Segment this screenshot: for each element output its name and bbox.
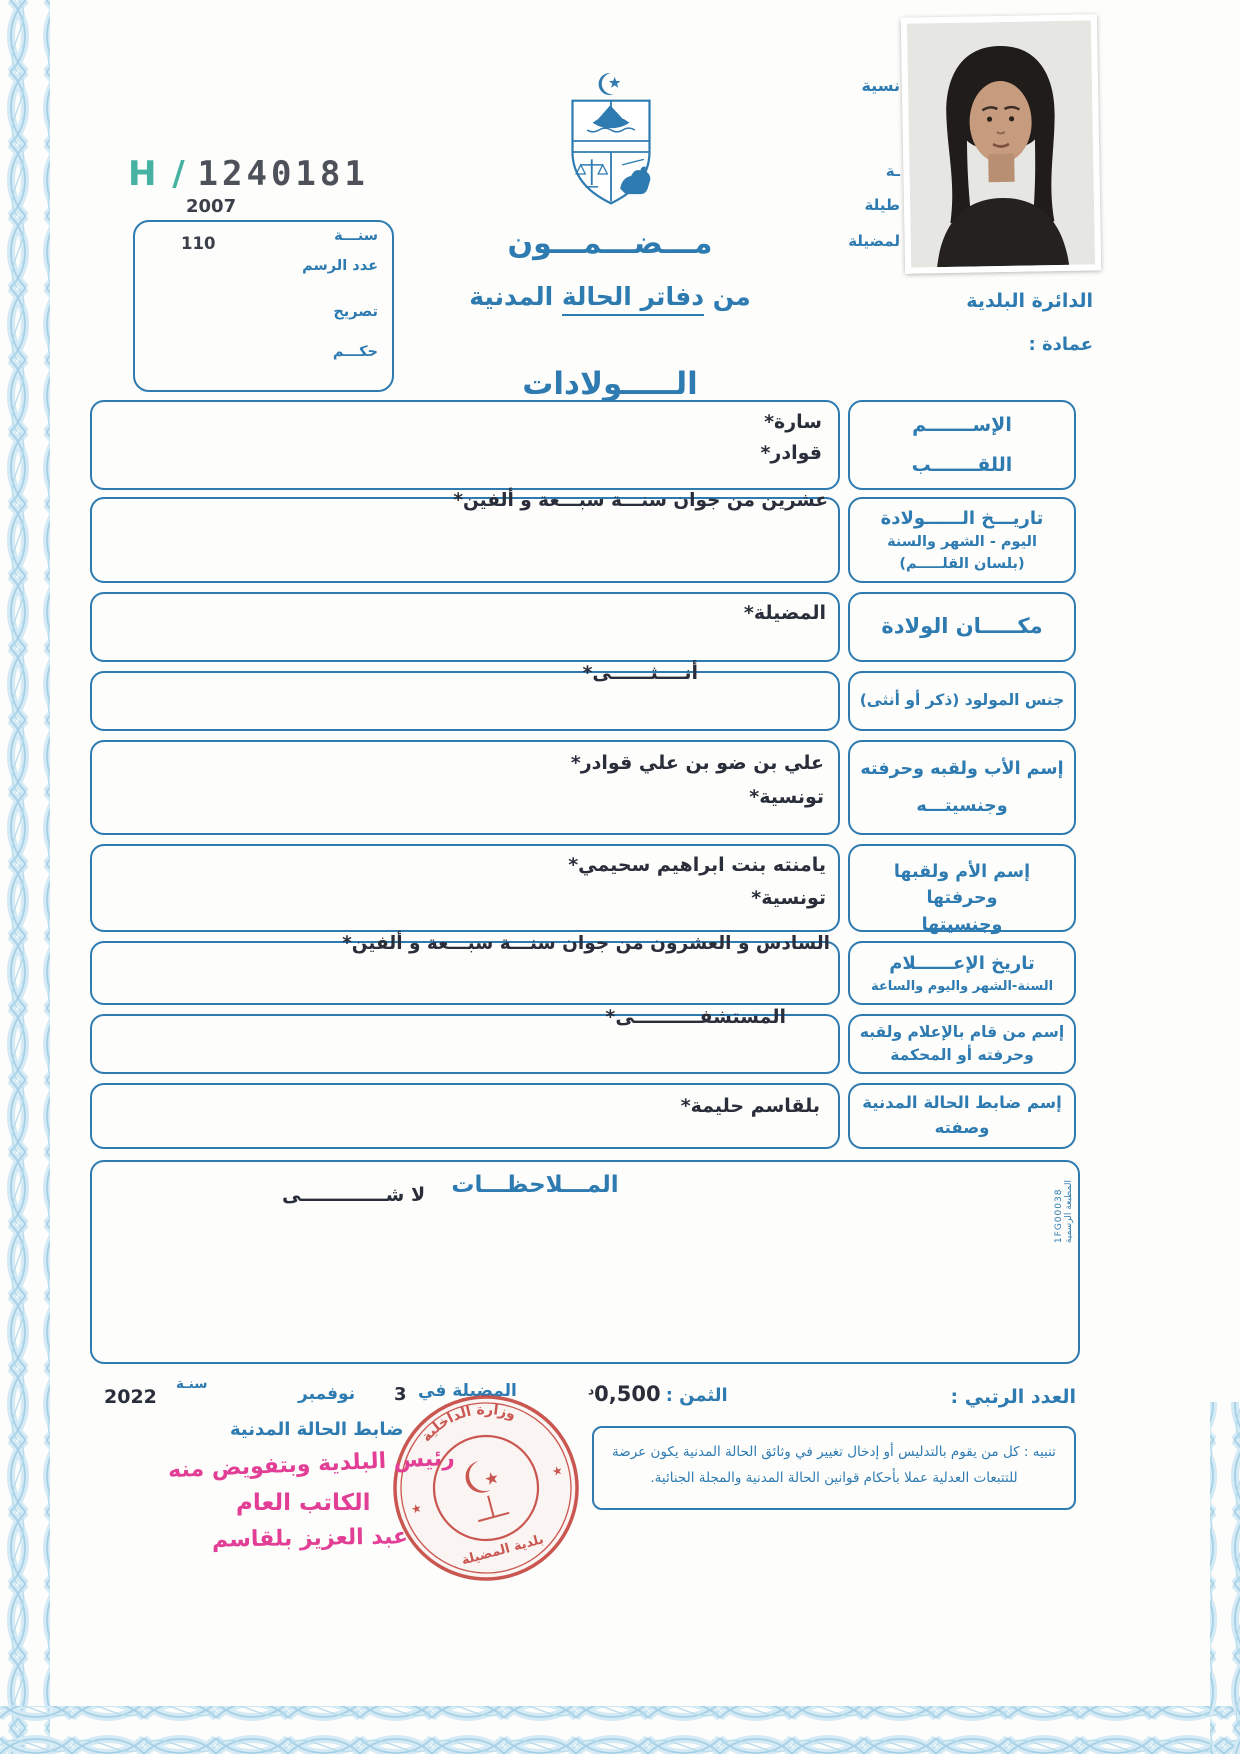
place-date-label: المضيلة في xyxy=(418,1381,517,1401)
father-value-box xyxy=(90,740,840,835)
birth-date-label-box xyxy=(848,497,1076,583)
declaration-date-label: تاريخ الإعــــــلام xyxy=(889,952,1035,974)
sex-value: أنــــثــــــى* xyxy=(582,662,698,684)
birth-date-label: تاريـــخ الــــــولادة xyxy=(880,507,1044,529)
registrar-value: بلقاسم حليمة* xyxy=(680,1095,820,1117)
birth-place-value-box xyxy=(90,592,840,662)
name-value-box xyxy=(90,400,840,490)
omada-label: عمادة : xyxy=(1028,334,1093,355)
covered-text-fragment: نسية xyxy=(861,76,900,95)
fraud-warning-line2: للتتبعات العدلية عملا بأحكام قوانين الحالة المدنية والمجلة الجنائية. xyxy=(650,1469,1018,1486)
fraud-warning-line1: تنبيه : كل من يقوم بالتدليس أو إدخال تغيير في وثائق الحالة المدنية يكون عرضة xyxy=(612,1444,1056,1460)
printing-house-imprint xyxy=(1054,1176,1074,1247)
father-name-value: علي بن ضو بن علي قوادر* xyxy=(570,752,824,774)
birth-place-value: المضيلة* xyxy=(743,602,826,624)
mother-value-box xyxy=(90,844,840,932)
registry-judgment-label: حكـــم xyxy=(332,344,378,360)
signature-line-title: الكاتب العام xyxy=(236,1490,371,1516)
covered-text-fragment: لمضيلة xyxy=(848,232,900,250)
title-registers-pre: من xyxy=(704,282,751,311)
price-currency: د xyxy=(588,1383,595,1398)
title-madhmoun: مـــضـــمـــون xyxy=(507,226,713,261)
year-value: 2022 xyxy=(104,1386,157,1408)
mother-nationality-value: تونسية* xyxy=(751,887,826,910)
coat-of-arms-icon xyxy=(556,66,666,216)
title-births: الـــــولادات xyxy=(522,366,698,402)
registry-record-value: 110 xyxy=(181,234,216,253)
father-label-box xyxy=(848,740,1076,835)
father-nationality-value: تونسية* xyxy=(749,786,824,809)
signature-line-delegation: رئيس البلدية وبتفويض منه xyxy=(167,1445,456,1484)
birth-date-value-box xyxy=(90,490,840,583)
surname-label: اللقـــــــب xyxy=(911,453,1013,476)
printing-house-code: 1FG00038 xyxy=(1054,1188,1064,1244)
serial-digits: 1240181 xyxy=(197,154,369,194)
informant-sublabel: وحرفته أو المحكمة xyxy=(890,1046,1034,1064)
fraud-warning-box xyxy=(592,1426,1076,1510)
registrar-sublabel: وصفته xyxy=(934,1118,990,1137)
notes-title: المـــلاحظـــات xyxy=(451,1172,619,1198)
notes-value: لا شـــــــــــــى xyxy=(282,1184,426,1206)
title-registers-underlined: دفاتر الحالة xyxy=(562,282,704,316)
stamp-bottom-text: بلدية المضيلة xyxy=(460,1532,546,1569)
birth-date-value: عشرين من جوان سنـــة سبـــعة و ألفين* xyxy=(453,490,828,511)
registrar-label-box xyxy=(848,1083,1076,1149)
informant-label: إسم من قام بالإعلام ولقبه xyxy=(859,1022,1065,1041)
declaration-date-value: السادس و العشرون من جوان سنـــة سبـــعة و ألفين* xyxy=(342,933,830,954)
officer-signature-label: ضابط الحالة المدنية xyxy=(230,1419,404,1440)
covered-text-fragment: طيلة xyxy=(864,196,900,214)
ordinal-number-label: العدد الرتبي : xyxy=(950,1386,1076,1408)
date-day-value: 3 xyxy=(394,1384,407,1405)
serial-number xyxy=(128,154,369,194)
informant-value: المستشفــــــــــى* xyxy=(605,1006,786,1028)
price xyxy=(588,1382,728,1406)
name-label: الإســـــــم xyxy=(912,414,1012,436)
birth-place-label: مكـــــان الولادة xyxy=(881,614,1043,639)
official-stamp xyxy=(386,1388,586,1588)
signature-line-name: عبد العزيز بلقاسم xyxy=(211,1524,409,1553)
registry-record-label: عدد الرسم xyxy=(302,258,378,274)
serial-prefix: H / xyxy=(128,154,187,194)
stamp-star-right: ★ xyxy=(550,1462,565,1480)
birth-date-sublabel: اليوم - الشهر والسنة xyxy=(887,533,1037,550)
birth-date-sublabel2: (بلسان القلـــــم) xyxy=(899,555,1025,572)
birth-place-label-box xyxy=(848,592,1076,662)
sex-label: جنس المولود (ذكر أو أنثى) xyxy=(859,691,1065,710)
registry-year-label: سنـــة xyxy=(334,228,378,244)
last-name-value: قوادر* xyxy=(760,442,822,465)
name-label-box xyxy=(848,400,1076,490)
printing-house-name: المطبعة الرسمية xyxy=(1064,1180,1074,1244)
portrait-photo xyxy=(901,14,1101,273)
covered-text-fragment: ـة xyxy=(885,162,900,180)
stamp-star-left: ★ xyxy=(409,1500,424,1517)
mother-name-value: يامنته بنت ابراهيم سحيمي* xyxy=(568,854,826,876)
sex-label-box xyxy=(848,671,1076,731)
father-label: إسم الأب ولقبه وحرفته xyxy=(860,759,1064,779)
father-nationality-label: وجنسيتـــه xyxy=(916,795,1008,816)
price-value: 0,500 xyxy=(594,1382,661,1406)
year-label: سنـة xyxy=(176,1376,208,1392)
price-label: الثمن : xyxy=(665,1385,728,1406)
registrar-label: إسم ضابط الحالة المدنية xyxy=(862,1093,1062,1113)
title-registers-post: المدنية xyxy=(469,282,562,311)
first-name-value: سارة* xyxy=(764,411,822,433)
date-month-value: نوفمبر xyxy=(298,1384,356,1404)
informant-value-box xyxy=(90,1006,840,1074)
district-label: الدائرة البلدية xyxy=(966,290,1093,312)
title-registers xyxy=(330,282,890,311)
stamp-top-text: وزارة الداخلية xyxy=(418,1401,518,1446)
declaration-date-label-box xyxy=(848,941,1076,1005)
sex-value-box xyxy=(90,662,840,731)
registry-year-value: 2007 xyxy=(186,196,237,217)
portrait-photo-image xyxy=(907,20,1095,267)
declaration-date-sublabel: السنة-الشهر واليوم والساعة xyxy=(870,978,1054,994)
informant-label-box xyxy=(848,1014,1076,1074)
registry-declaration-label: تصريح xyxy=(333,304,378,320)
notes-box xyxy=(90,1160,1080,1364)
mother-label-box xyxy=(848,844,1076,935)
registrar-value-box xyxy=(90,1083,840,1149)
mother-nationality-label: وجنسيتها xyxy=(921,914,1003,935)
declaration-date-value-box xyxy=(90,933,840,1005)
mother-label: إسم الأم ولقبها وحرفتها xyxy=(893,862,1031,909)
